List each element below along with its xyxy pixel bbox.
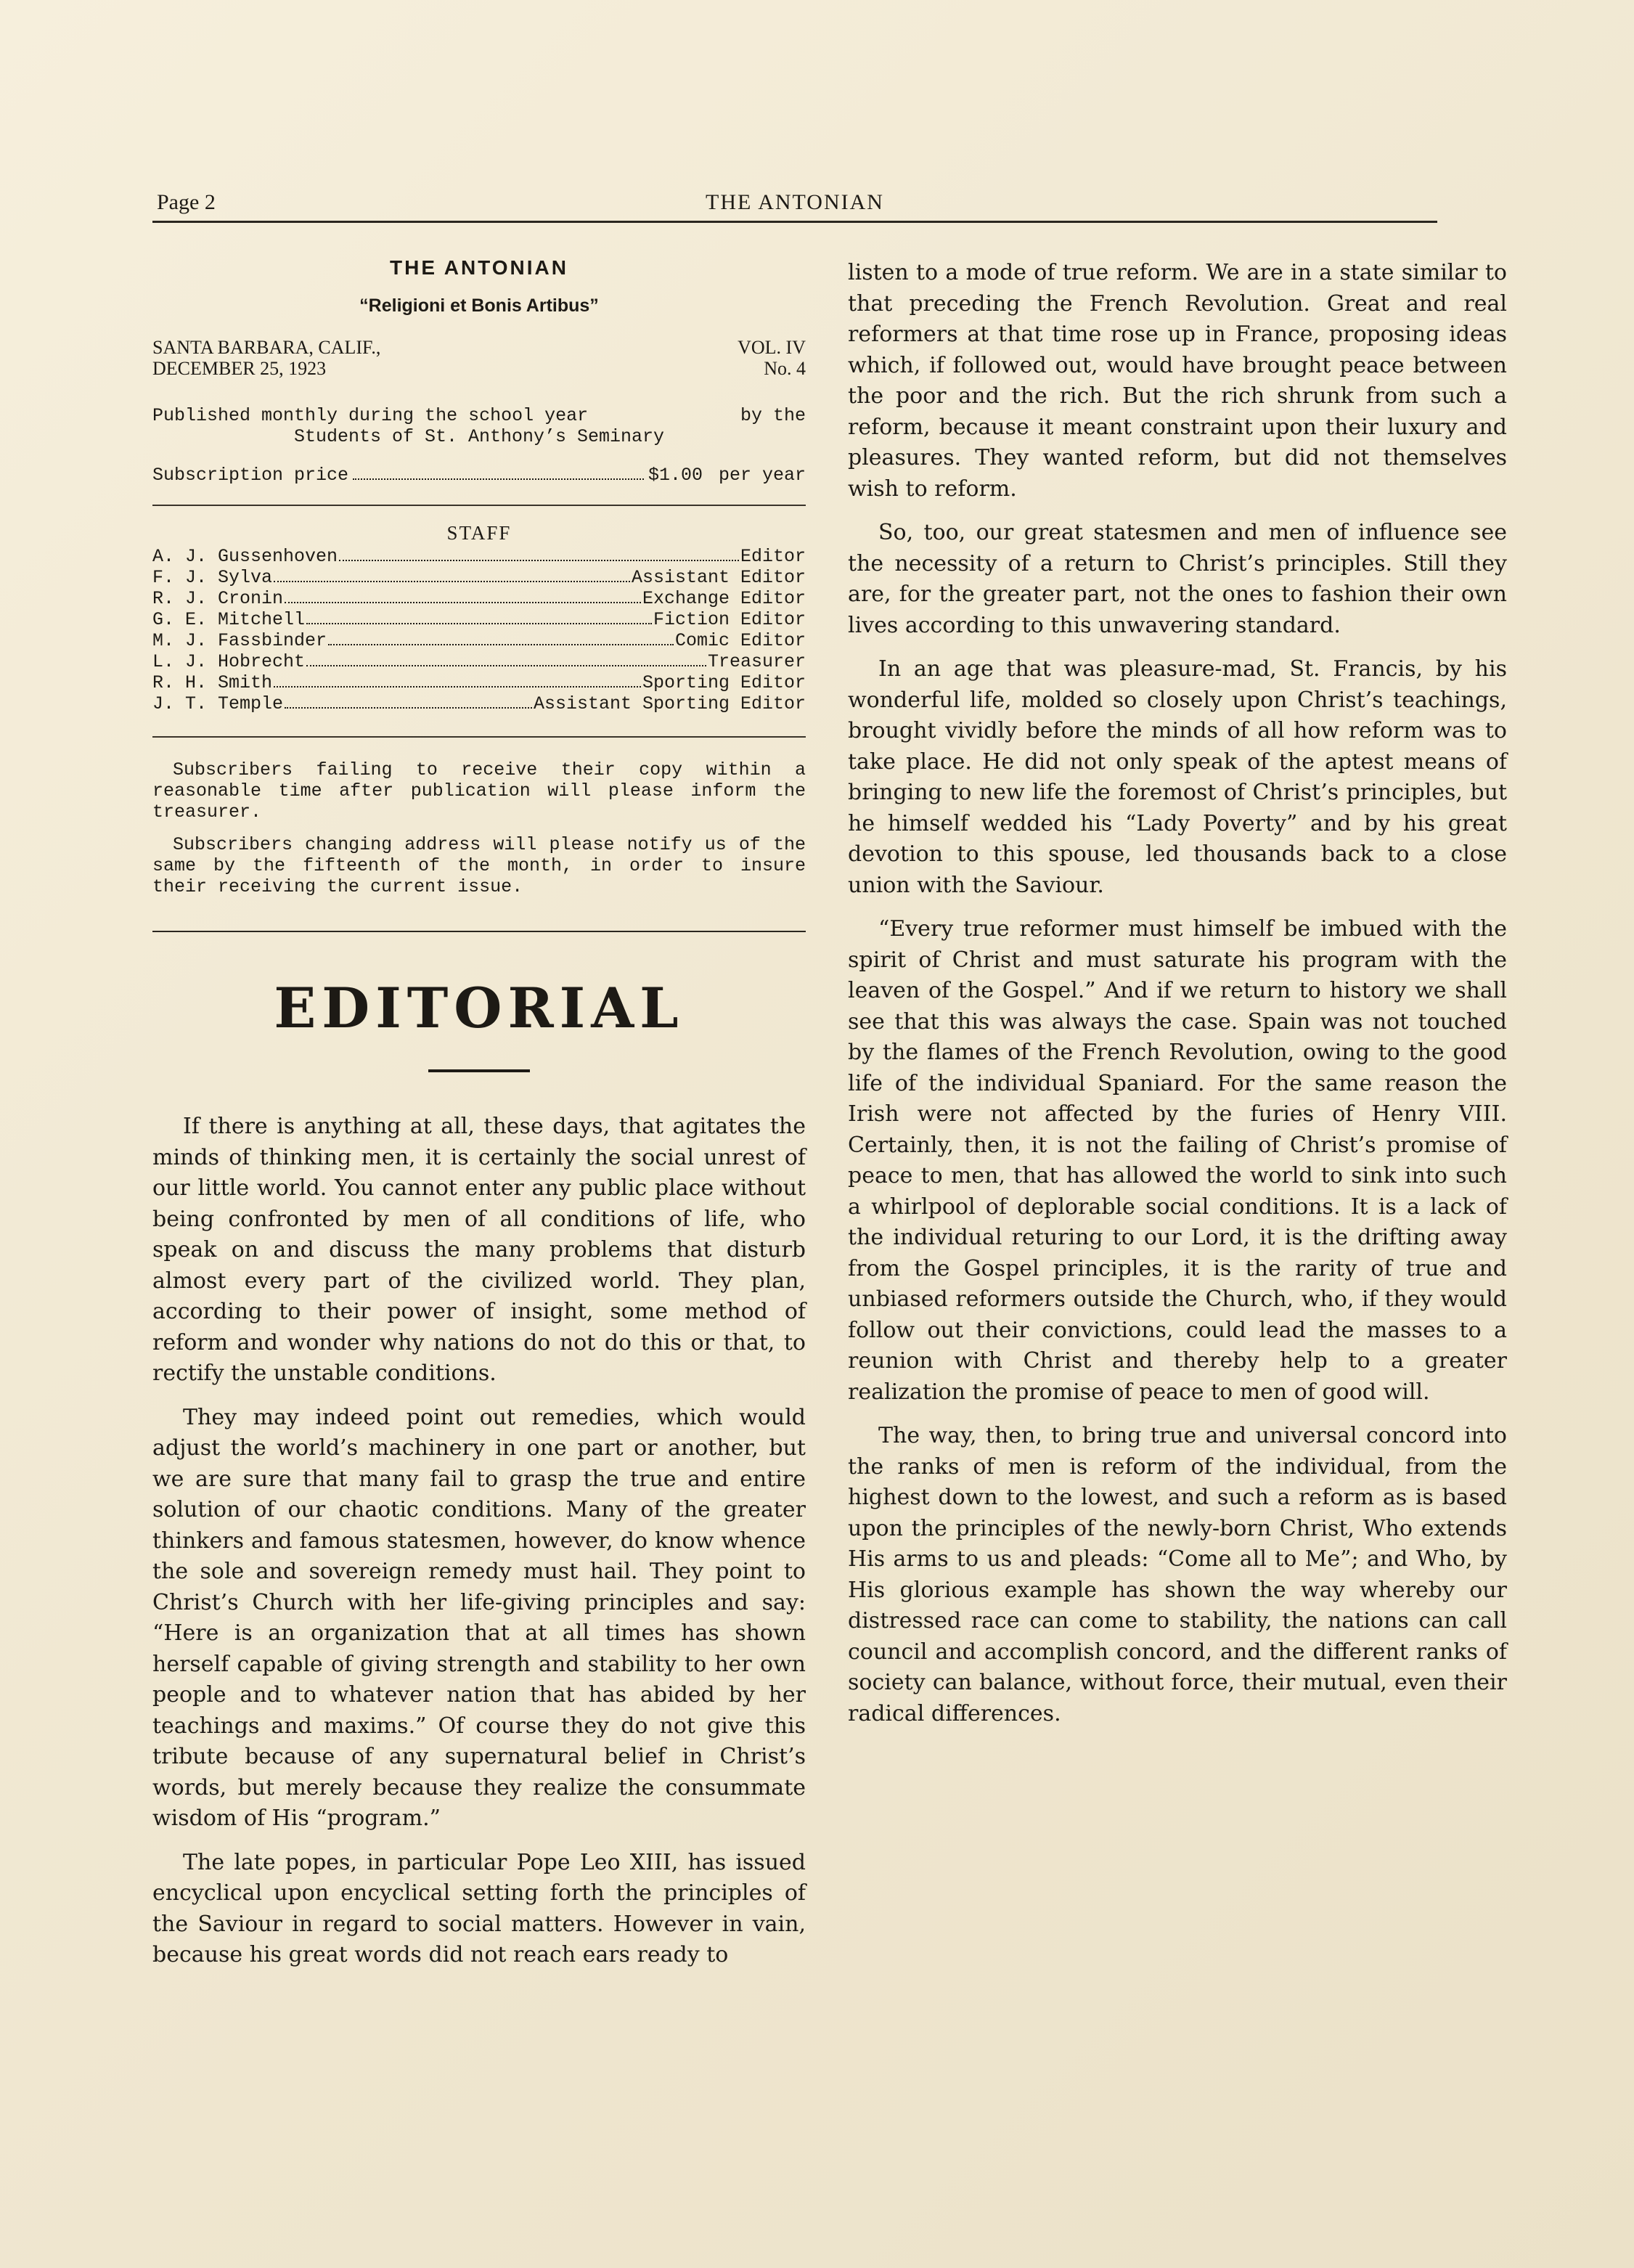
staff-name: L. J. Hobrecht bbox=[152, 651, 306, 672]
staff-row bbox=[152, 672, 806, 693]
masthead-volume: VOL. IV bbox=[738, 337, 806, 358]
staff-role: Fiction Editor bbox=[653, 609, 806, 630]
published-line2: Students of St. Anthony’s Seminary bbox=[293, 426, 665, 447]
staff-name: J. T. Temple bbox=[152, 693, 284, 714]
staff-role: Assistant Sporting Editor bbox=[533, 693, 806, 714]
staff-row bbox=[152, 567, 806, 588]
paragraph: The way, then, to bring true and universal concord into the ranks of men is reform of the individual, from the highest down to the lowest, and such a reform as is based upon the principles of the newly-born Christ, Who extends His arms to us and pleads: “Come all to Me”; and Who, by His glorious example has shown the way whereby our distressed race can come to stability, the nations can call council and accomplish concord, and the different ranks of society can balance, without force, their mutual, even their radical differences. bbox=[848, 1423, 1507, 1726]
masthead-date: DECEMBER 25, 1923 bbox=[152, 358, 327, 379]
subscription-line bbox=[152, 465, 806, 486]
paragraph: They may indeed point out remedies, which would adjust the world’s machinery in one part or another, but we are sure that many fail to grasp the true and entire solution of our chaotic conditions. Many of the greater thinkers and famous statesmen, however, do know whence the sole and sovereign remedy must hail. They point to Christ’s Church with her life-giving principles and say: “Here is an organization that at all times has shown herself capable of giving strength and stability to her own people and to whatever nation that has abided by her teachings and maxims.” Of course they do not give this tribute because of any supernatural belief in Christ’s words, but merely because they realize the consummate wisdom of His “program.” bbox=[152, 1404, 806, 1831]
subscription-label: Subscription price bbox=[152, 465, 349, 486]
page-header bbox=[152, 190, 1437, 223]
subscriber-note: Subscribers changing address will please notify us of the same by the fifteenth of the month, in order to insure their receiving the current issue. bbox=[152, 834, 806, 897]
running-title: THE ANTONIAN bbox=[706, 190, 884, 214]
left-column bbox=[152, 250, 806, 1984]
masthead-title: THE ANTONIAN bbox=[390, 256, 568, 279]
staff-role: Sporting Editor bbox=[642, 672, 806, 693]
staff-name: G. E. Mitchell bbox=[152, 609, 306, 630]
masthead-location: SANTA BARBARA, CALIF., bbox=[152, 337, 381, 358]
staff-title: STAFF bbox=[446, 522, 512, 544]
staff-list bbox=[152, 546, 806, 714]
editorial-heading: EDITORIAL bbox=[274, 976, 685, 1040]
staff-name: A. J. Gussenhoven bbox=[152, 546, 338, 567]
editorial-body-left bbox=[152, 1111, 806, 1971]
staff-name: R. J. Cronin bbox=[152, 588, 284, 609]
page-number: Page 2 bbox=[157, 190, 216, 214]
staff-row bbox=[152, 651, 806, 672]
paragraph: If there is anything at all, these days, that agitates the minds of thinking men, it is certainly the social unrest of our little world. You cannot enter any public place without being confronted by men of all conditions of life, who speak on and discuss the many problems that disturb almost every part of the civilized world. They plan, according to their power of insight, some method of reform and wonder why nations do not do this or that, to rectify the unstable conditions. bbox=[152, 1114, 806, 1386]
staff-name: F. J. Sylva bbox=[152, 567, 273, 588]
staff-row bbox=[152, 588, 806, 609]
subscription-price: $1.00 bbox=[648, 465, 703, 486]
staff-role: Editor bbox=[740, 546, 806, 567]
staff-row bbox=[152, 609, 806, 630]
staff-role: Treasurer bbox=[707, 651, 806, 672]
subscriber-note: Subscribers failing to receive their copy within a reasonable time after publication will please inform the treasurer. bbox=[152, 759, 806, 823]
staff-row bbox=[152, 693, 806, 714]
masthead-motto: “Religioni et Bonis Artibus” bbox=[359, 295, 599, 316]
divider bbox=[152, 931, 806, 932]
subscription-unit: per year bbox=[718, 465, 806, 486]
paragraph: In an age that was pleasure-mad, St. Francis, by his wonderful life, molded so closely upon Christ’s teachings, brought vividly before the minds of all how reform was to take place. He did not only speak of the aptest means of bringing to new life the foremost of Christ’s principles, but he himself wedded his “Lady Poverty” and by his great devotion to this spouse, led thousands back to a close union with the Saviour. bbox=[848, 656, 1507, 898]
published-line1-end: by the bbox=[740, 405, 806, 426]
divider bbox=[152, 736, 806, 738]
publication-info bbox=[152, 405, 806, 447]
paragraph: So, too, our great statesmen and men of influence see the necessity of a return to Christ’s principles. Still they are, for the greater part, not the ones to fashion their own lives according to this unwavering standard. bbox=[848, 520, 1507, 638]
masthead-dateline bbox=[152, 337, 806, 379]
leader-dots bbox=[353, 465, 644, 480]
masthead-number: No. 4 bbox=[764, 358, 806, 379]
staff-role: Assistant Editor bbox=[631, 567, 806, 588]
staff-role: Exchange Editor bbox=[642, 588, 806, 609]
paragraph: listen to a mode of true reform. We are in a state similar to that preceding the French Revolution. Great and real reformers at that time rose up in France, proposing ideas which, if followed out, would have brought peace between the poor and the rich. But the rich shrunk from such a reform, because it meant constraint upon their luxury and pleasures. They wanted reform, but did not themselves wish to reform. bbox=[848, 260, 1507, 502]
staff-row bbox=[152, 546, 806, 567]
right-column bbox=[848, 258, 1507, 1742]
editorial-body-right bbox=[848, 258, 1507, 1729]
staff-name: M. J. Fassbinder bbox=[152, 630, 327, 651]
staff-name: R. H. Smith bbox=[152, 672, 273, 693]
heading-underline bbox=[428, 1069, 530, 1072]
paragraph: The late popes, in particular Pope Leo XIII, has issued encyclical upon encyclical setting forth the principles of the Saviour in regard to social matters. However in vain, because his great words did not reach ears ready to bbox=[152, 1849, 806, 1967]
divider bbox=[152, 505, 806, 506]
paragraph: “Every true reformer must himself be imbued with the spirit of Christ and must saturate his program with the leaven of the Gospel.” And if we return to history we shall see that this was always the case. Spain was not touched by the flames of the French Revolution, owing to the good life of the individual Spaniard. For the same reason the Irish were not affected by the furies of Henry VIII. Certainly, then, it is not the failing of Christ’s promise of peace to men, that has allowed the world to sink into such a whirlpool of deplorable social conditions. It is a lack of the individual returing to our Lord, it is the drifting away from the Gospel principles, it is the rarity of true and unbiased reformers outside the Church, who, if they would follow out their convictions, could lead the masses to a reunion with Christ and thereby help to a greater realization the promise of peace to men of good will. bbox=[848, 916, 1507, 1405]
staff-role: Comic Editor bbox=[674, 630, 806, 651]
published-line1: Published monthly during the school year bbox=[152, 405, 589, 426]
staff-row bbox=[152, 630, 806, 651]
